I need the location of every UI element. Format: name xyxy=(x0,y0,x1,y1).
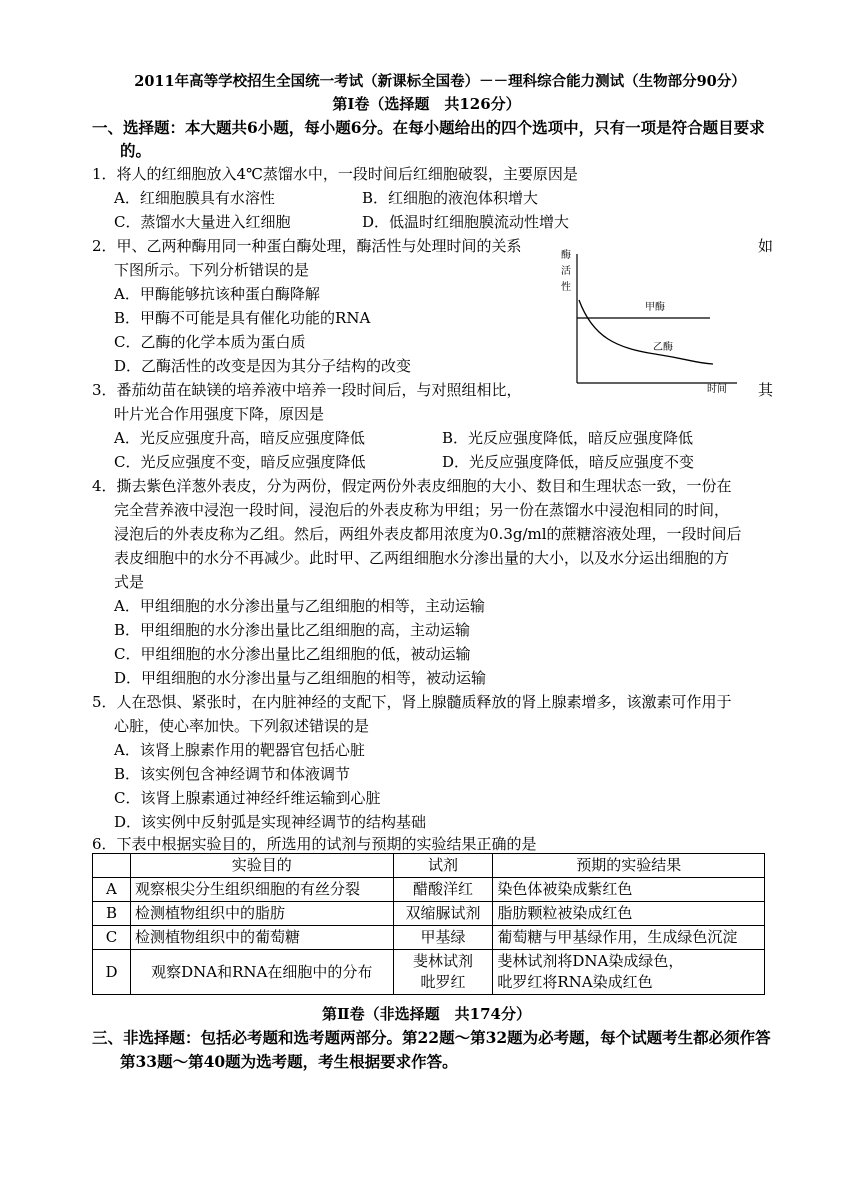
table-header-cell: 实验目的 xyxy=(130,854,393,878)
table-header-cell: 预期的实验结果 xyxy=(493,854,765,878)
q4-stem-line-2: 完全营养液中浸泡一段时间，浸泡后的外表皮称为甲组；另一份在蒸馏水中浸泡相同的时间， xyxy=(114,501,730,519)
q1-option-b: B．红细胞的液泡体积增大 xyxy=(362,189,539,207)
row-label: C xyxy=(93,926,131,950)
table-header-cell: 试剂 xyxy=(393,854,493,878)
q2-option-b: B．甲酶不可能是具有催化功能的RNA xyxy=(114,309,371,327)
section-3-line-2: 第33题～第40题为选考题，考生根据要求作答。 xyxy=(120,1052,458,1071)
row-reagent: 醋酸洋红 xyxy=(393,878,493,902)
q4-option-b: B．甲组细胞的水分渗出量比乙组细胞的高，主动运输 xyxy=(114,621,471,639)
q6-stem: 6．下表中根据实验目的，所选用的试剂与预期的实验结果正确的是 xyxy=(92,835,537,853)
row-purpose: 观察根尖分生组织细胞的有丝分裂 xyxy=(130,878,393,902)
row-reagent-line-2: 吡罗红 xyxy=(420,973,466,991)
q2-option-c: C．乙酶的化学本质为蛋白质 xyxy=(114,333,306,351)
graph-ylabel-2: 活 xyxy=(561,266,571,277)
graph-ylabel-3: 性 xyxy=(561,282,571,293)
q3-option-a: A．光反应强度升高，暗反应强度降低 xyxy=(114,429,365,447)
row-reagent: 双缩脲试剂 xyxy=(393,902,493,926)
row-result: 染色体被染成紫红色 xyxy=(493,878,765,902)
q5-option-a: A．该肾上腺素作用的靶器官包括心脏 xyxy=(114,741,365,759)
row-reagent xyxy=(393,950,493,995)
q3-stem-line-1-tail: 其 xyxy=(758,381,774,399)
row-reagent-line-1: 斐林试剂 xyxy=(412,952,473,970)
q3-option-c: C．光反应强度不变，暗反应强度降低 xyxy=(114,453,366,471)
table-row xyxy=(93,878,765,902)
q5-option-b: B．该实例包含神经调节和体液调节 xyxy=(114,765,351,783)
row-label: B xyxy=(93,902,131,926)
q3-option-d: D．光反应强度降低，暗反应强度不变 xyxy=(442,453,695,471)
q1-stem: 1．将人的红细胞放入4℃蒸馏水中，一段时间后红细胞破裂，主要原因是 xyxy=(92,165,578,183)
graph-xlabel: 时间 xyxy=(707,384,727,395)
row-result: 脂肪颗粒被染成红色 xyxy=(493,902,765,926)
row-purpose: 检测植物组织中的脂肪 xyxy=(130,902,393,926)
row-result xyxy=(493,950,765,995)
row-purpose: 检测植物组织中的葡萄糖 xyxy=(130,926,393,950)
table-header-cell xyxy=(93,854,131,878)
q5-option-d: D．该实例中反射弧是实现神经调节的结构基础 xyxy=(114,813,427,831)
q5-option-c: C．该肾上腺素通过神经纤维运输到心脏 xyxy=(114,789,381,807)
volume-1-heading: 第Ⅰ卷（选择题 共126分） xyxy=(332,95,521,113)
q1-option-d: D．低温时红细胞膜流动性增大 xyxy=(362,213,570,231)
q2-stem-line-2: 下图所示。下列分析错误的是 xyxy=(114,261,310,279)
q4-option-c: C．甲组细胞的水分渗出量比乙组细胞的低，被动运输 xyxy=(114,645,471,663)
row-reagent: 甲基绿 xyxy=(393,926,493,950)
row-result-line-2: 吡罗红将RNA染成红色 xyxy=(497,973,653,991)
q4-option-d: D．甲组细胞的水分渗出量与乙组细胞的相等，被动运输 xyxy=(114,669,487,687)
graph-ylabel-1: 酶 xyxy=(561,250,571,261)
section-1-line-2: 的。 xyxy=(120,141,152,160)
exam-title: 2011年高等学校招生全国统一考试（新课标全国卷）－－理科综合能力测试（生物部分90分） xyxy=(134,73,746,90)
q2-option-d: D．乙酶活性的改变是因为其分子结构的改变 xyxy=(114,357,412,375)
q4-stem-line-5: 式是 xyxy=(114,573,145,591)
q2-option-a: A．甲酶能够抗该种蛋白酶降解 xyxy=(114,285,320,303)
q3-stem-line-2: 叶片光合作用强度下降，原因是 xyxy=(114,405,325,423)
table-row xyxy=(93,926,765,950)
q3-option-b: B．光反应强度降低，暗反应强度降低 xyxy=(442,429,694,447)
q4-stem-line-4: 表皮细胞中的水分不再减少。此时甲、乙两组细胞水分渗出量的大小，以及水分运出细胞的方 xyxy=(114,549,730,567)
graph-series-1-label: 甲酶 xyxy=(645,302,665,313)
q5-stem-line-2: 心脏，使心率加快。下列叙述错误的是 xyxy=(114,717,370,735)
q2-stem-line-1: 2．甲、乙两种酶用同一种蛋白酶处理，酶活性与处理时间的关系 xyxy=(92,237,522,255)
experiment-table xyxy=(92,853,765,995)
table-row xyxy=(93,950,765,995)
q4-option-a: A．甲组细胞的水分渗出量与乙组细胞的相等，主动运输 xyxy=(114,597,485,615)
row-label: A xyxy=(93,878,131,902)
row-result-line-1: 斐林试剂将DNA染成绿色， xyxy=(497,952,684,970)
volume-2-heading: 第Ⅱ卷（非选择题 共174分） xyxy=(322,1005,531,1023)
q1-option-c: C．蒸馏水大量进入红细胞 xyxy=(114,213,291,231)
table-row xyxy=(93,902,765,926)
row-result: 葡萄糖与甲基绿作用，生成绿色沉淀 xyxy=(493,926,765,950)
section-1-line-1: 一、选择题：本大题共6小题，每小题6分。在每小题给出的四个选项中，只有一项是符合题目要求 xyxy=(92,118,765,137)
q1-option-a: A．红细胞膜具有水溶性 xyxy=(114,189,275,207)
q4-stem-line-1: 4．撕去紫色洋葱外表皮，分为两份，假定两份外表皮细胞的大小、数目和生理状态一致，一份在 xyxy=(92,477,732,495)
table-header-row xyxy=(93,854,765,878)
section-3-line-1: 三、非选择题：包括必考题和选考题两部分。第22题～第32题为必考题，每个试题考生都必须作答 xyxy=(92,1028,771,1047)
enzyme-activity-graph xyxy=(555,238,745,398)
q4-stem-line-3: 浸泡后的外表皮称为乙组。然后，两组外表皮都用浓度为0.3g/ml的蔗糖溶液处理，一段时间后 xyxy=(114,525,742,543)
graph-series-2-label: 乙酶 xyxy=(653,342,673,353)
q5-stem-line-1: 5．人在恐惧、紧张时，在内脏神经的支配下，肾上腺髓质释放的肾上腺素增多，该激素可作用于 xyxy=(92,693,732,711)
row-label: D xyxy=(93,950,131,995)
row-purpose: 观察DNA和RNA在细胞中的分布 xyxy=(130,950,393,995)
q2-stem-line-1-tail: 如 xyxy=(758,237,774,255)
q3-stem-line-1: 3．番茄幼苗在缺镁的培养液中培养一段时间后，与对照组相比， xyxy=(92,381,522,399)
